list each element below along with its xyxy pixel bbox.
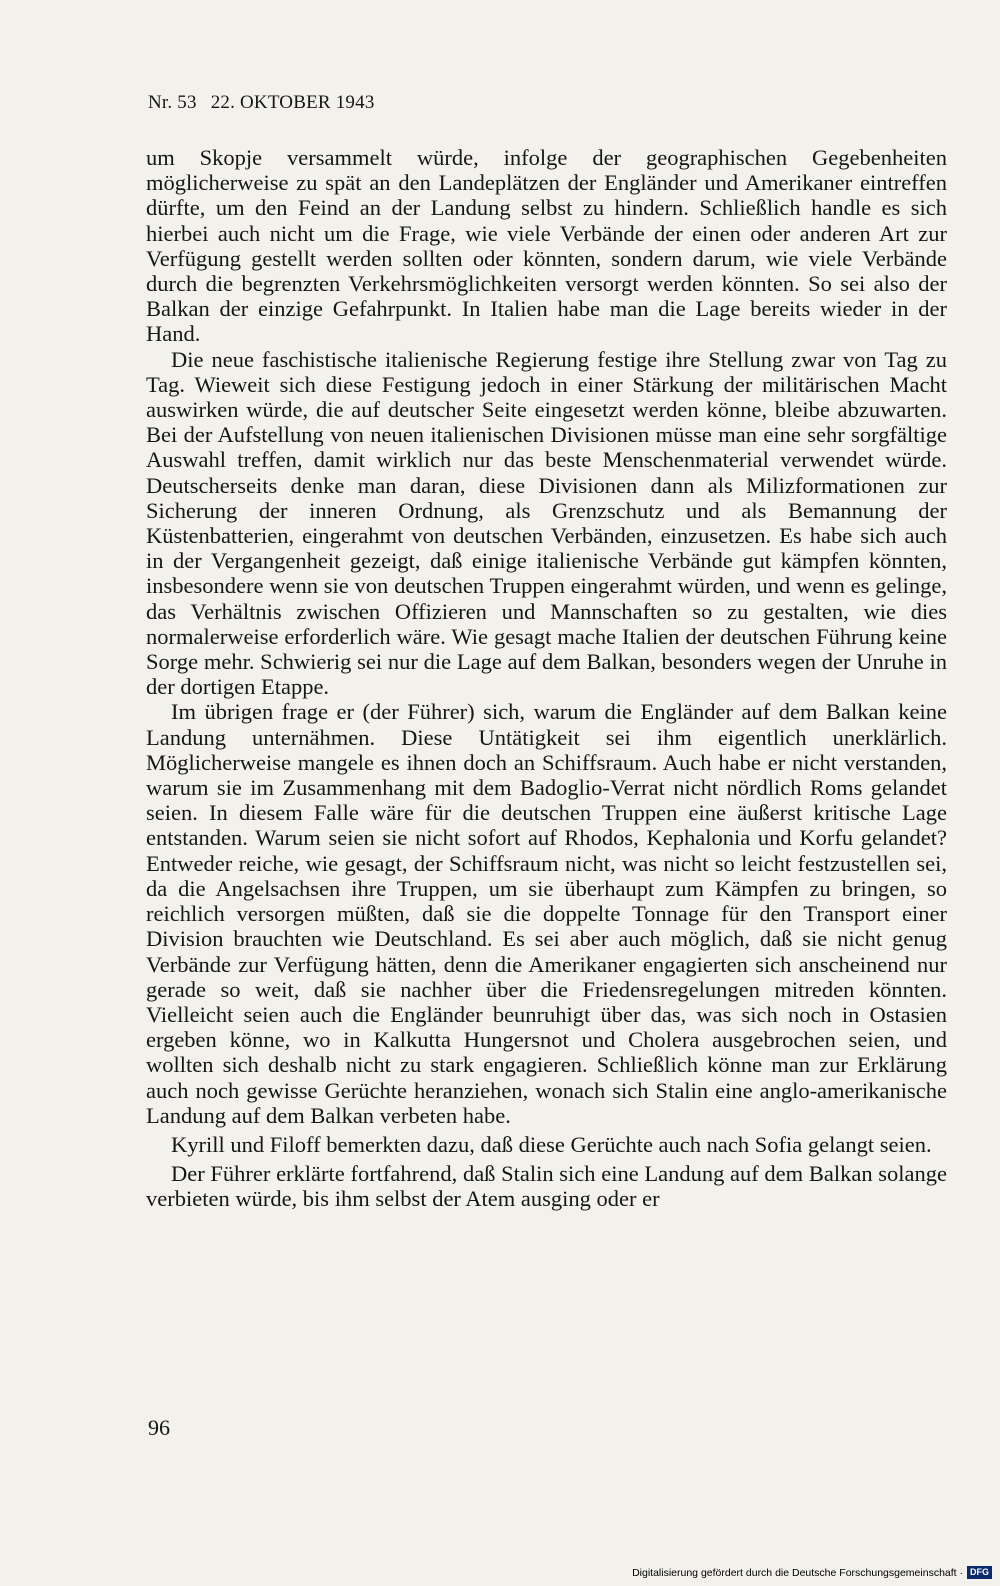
funding-credit: [632, 1566, 992, 1579]
paragraph: Im übrigen frage er (der Führer) sich, warum die Engländer auf dem Balkan keine Landung unternähmen. Diese Untätigkeit sei ihm eigentlich unerklärlich. Möglicherweise mangele es ihnen doch an Schiffsraum. Auch habe er nicht verstanden, warum sie im Zusammenhang mit dem Badoglio-Verrat nicht nördlich Roms gelandet seien. In diesem Falle wäre für die deutschen Truppen eine äußerst kritische Lage entstanden. Warum seien sie nicht sofort auf Rhodos, Kephalonia und Korfu gelandet? Entweder reiche, wie gesagt, der Schiffsraum nicht, was nicht so leicht festzustellen sei, da die Angelsachsen ihre Truppen, um sie überhaupt zum Kämpfen zu bringen, so reichlich versorgen müßten, daß sie die doppelte Tonnage für den Transport einer Division brauchten wie Deutschland. Es sei aber auch möglich, daß sie nicht genug Verbände zur Verfügung hätten, denn die Amerikaner engagierten sich anscheinend nur gerade so weit, daß sie nachher über die Friedensregelungen mitreden könnten. Vielleicht seien auch die Engländer beunruhigt über das, was sich noch in Ostasien ergeben könne, wo in Kalkutta Hungersnot und Cholera ausgebrochen seien, und wollten sich deshalb nicht zu stark engagieren. Schließlich könne man zur Erklärung auch noch gewisse Gerüchte heranziehen, wonach sich Stalin eine anglo-amerikanische Landung auf dem Balkan verbeten habe.: [146, 699, 947, 1128]
dfg-logo: DFG: [967, 1566, 992, 1579]
paragraph: Der Führer erklärte fortfahrend, daß Stalin sich eine Landung auf dem Balkan solange verbieten würde, bis ihm selbst der Atem ausging oder er: [146, 1161, 947, 1212]
header-date: 22. OKTOBER 1943: [210, 92, 375, 113]
body-text: [146, 145, 947, 1212]
page-number: 96: [148, 1415, 170, 1440]
paragraph: Die neue faschistische italienische Regierung festige ihre Stellung zwar von Tag zu Tag. Wieweit sich diese Festigung jedoch in einer Stärkung der militärischen Macht auswirken würde, die auf deutscher Seite eingesetzt werden könne, bleibe abzuwarten. Bei der Aufstellung von neuen italienischen Divisionen müsse man eine sehr sorgfältige Auswahl treffen, damit wirklich nur das beste Menschenmaterial verwendet würde. Deutscherseits denke man daran, diese Divisionen dann als Milizformationen zur Sicherung der inneren Ordnung, als Grenzschutz und als Bemannung der Küstenbatterien, eingerahmt von deutschen Verbänden, einzusetzen. Es habe sich auch in der Vergangenheit gezeigt, daß einige italienische Verbände gut kämpfen könnten, insbesondere wenn sie von deutschen Truppen eingerahmt würden, und wenn es gelinge, das Verhältnis zwischen Offizieren und Mannschaften so zu gestalten, wie dies normalerweise erforderlich wäre. Wie gesagt mache Italien der deutschen Führung keine Sorge mehr. Schwierig sei nur die Lage auf dem Balkan, besonders wegen der Unruhe in der dortigen Etappe.: [146, 346, 947, 700]
funding-credit-text: Digitalisierung gefördert durch die Deutsche Forschungsgemeinschaft ·: [632, 1566, 963, 1579]
running-header: [148, 92, 375, 114]
paragraph: um Skopje versammelt würde, infolge der geographischen Gegebenheiten möglicherweise zu spät an den Landeplätzen der Engländer und Amerikaner eintreffen dürfte, um den Feind an der Landung selbst zu hindern. Schließlich handle es sich hierbei auch nicht um die Frage, wie viele Verbände der einen oder anderen Art zur Verfügung gestellt werden sollten oder könnten, sondern darum, wie viele Verbände durch die begrenzten Verkehrsmöglichkeiten versorgt werden könnten. So sei also der Balkan der einzige Gefahrpunkt. In Italien habe man die Lage bereits wieder in der Hand.: [146, 145, 947, 347]
document-number: Nr. 53: [148, 92, 197, 113]
paragraph: Kyrill und Filoff bemerkten dazu, daß diese Gerüchte auch nach Sofia gelangt seien.: [171, 1131, 932, 1157]
